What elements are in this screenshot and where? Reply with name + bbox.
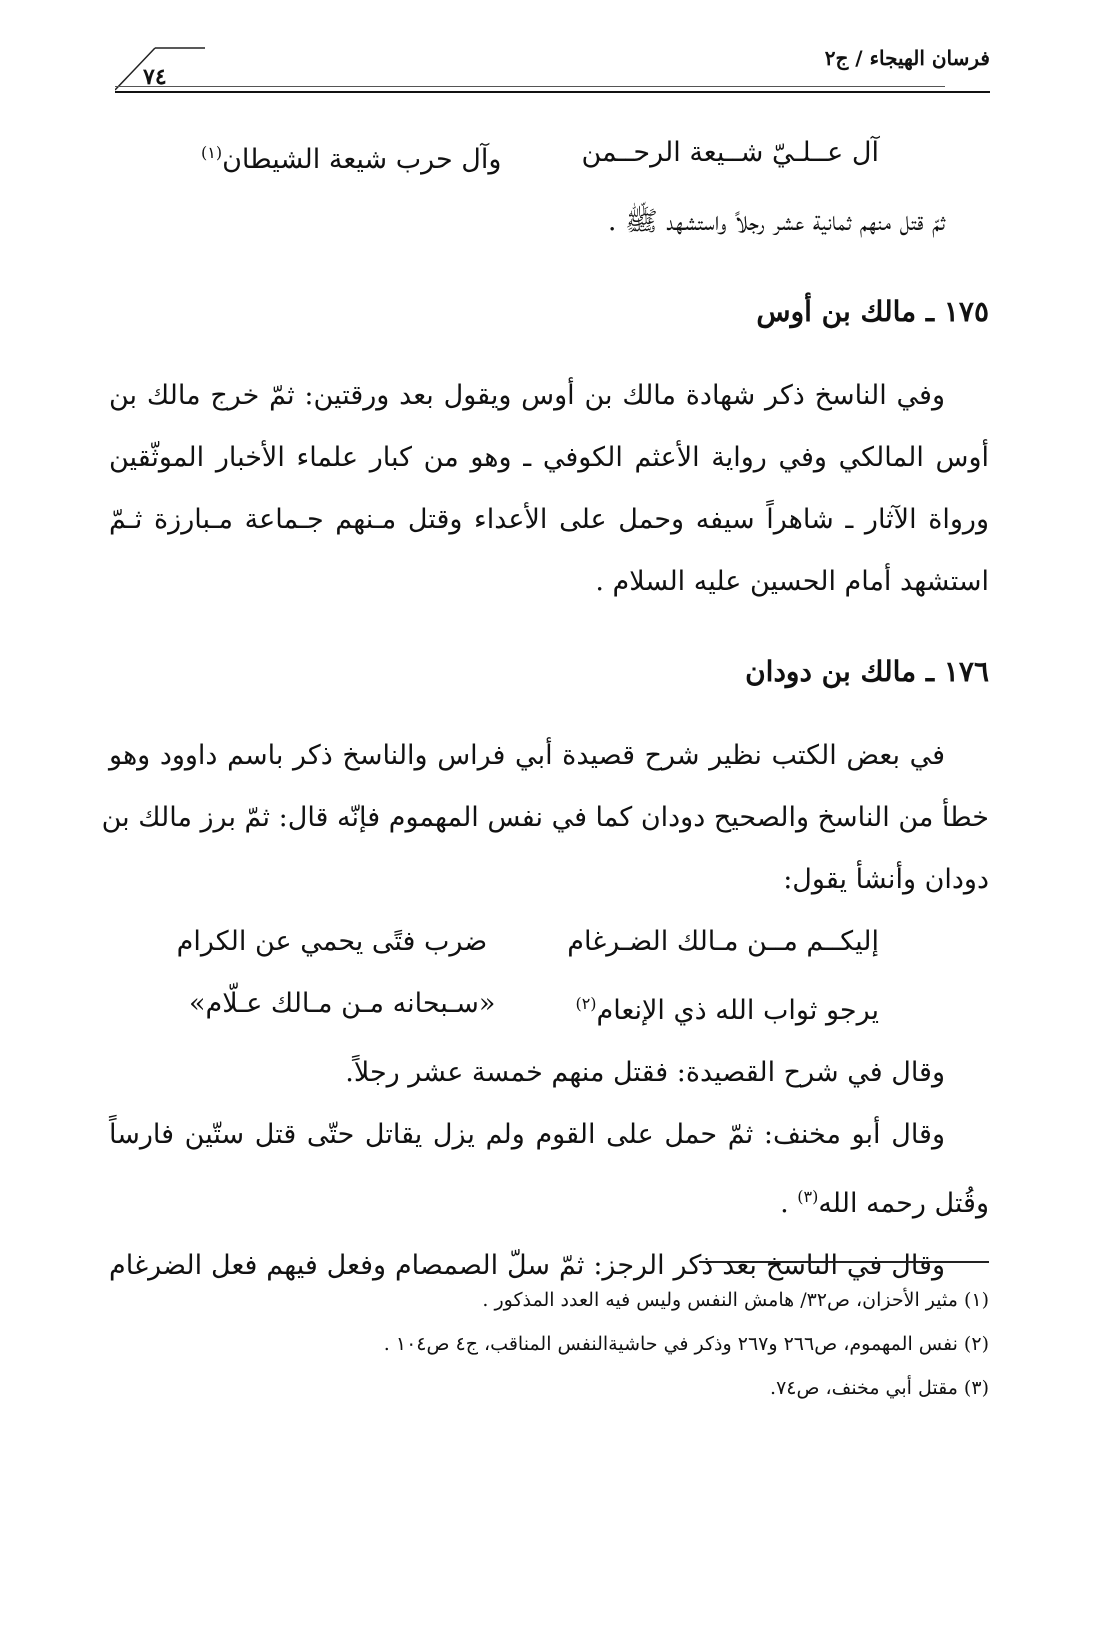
verse-2-right: يرجو ثواب الله ذي الإنعام$^{(٢)}$ — [575, 994, 879, 1026]
line-abu-mikhnaf-end: وقُتل رحمه الله$^{(٣)}$ . — [780, 1187, 989, 1219]
para-175-line: وفي الناسخ ذكر شهادة مالك بن أوس ويقول بعد ورقتين: ثمّ خرج مالك بن — [109, 380, 945, 411]
page-header — [115, 40, 990, 100]
para-176-line: خطأ من الناسخ والصحيح دودان كما في نفس المهموم فإنّه قال: ثمّ برز مالك بن — [101, 802, 989, 833]
paragraph-175 — [109, 365, 989, 613]
verse-1-left: ضرب فتًى يحمي عن الكرام — [176, 926, 488, 957]
verse-1-right: إليكــم مــن مـالك الضـرغام — [567, 926, 879, 957]
footnote-rule — [699, 1261, 989, 1263]
running-title: فرسان الهيجاء / ج٢ — [824, 46, 990, 70]
last-line: وقال في الناسخ بعد ذكر الرجز: ثمّ سلّ الصمصام وفعل فيهم فعل الضرغام — [109, 1250, 945, 1281]
verse-intro-right: آل عــلـيّ شــيعة الرحــمن — [581, 137, 879, 168]
header-rule-thin — [115, 86, 945, 87]
para-175-line: استشهد أمام الحسين عليه السلام . — [595, 566, 989, 597]
footnotes — [109, 1278, 989, 1410]
verse-intro — [109, 122, 989, 191]
para-175-line: أوس المالكي وفي رواية الأعثم الكوفي ـ وهو من كبار علماء الأخبار الموثّقين — [109, 442, 989, 473]
footnote-ref-3: (٣) — [797, 1187, 819, 1206]
main-text — [101, 122, 989, 1297]
footnote-2: (٢) نفس المهموم، ص٢٦٦ و٢٦٧ وذكر في حاشيةالنفس المناقب، ج٤ ص١٠٤ . — [383, 1333, 989, 1355]
line-sharh: وقال في شرح القصيدة: فقتل منهم خمسة عشر رجلاً. — [345, 1057, 945, 1088]
para-176-line: في بعض الكتب نظير شرح قصيدة أبي فراس والناسخ ذكر باسم داوود وهو — [109, 740, 945, 771]
footnote-3: (٣) مقتل أبي مخنف، ص٧٤. — [770, 1377, 989, 1399]
footnote-1: (١) مثير الأحزان، ص٣٢/ هامش النفس وليس فيه العدد المذكور . — [482, 1289, 989, 1311]
footnote-ref-1: (١) — [201, 143, 223, 162]
line-after-verse: ثمّ قتل منهم ثمانية عشر رجلاً واستشهد ﷺ . — [607, 206, 945, 237]
verse-2 — [109, 973, 989, 1042]
header-rule — [115, 91, 990, 93]
verse-2-left: «سـبحانه مـن مـالك عـلّام» — [188, 988, 496, 1019]
paragraph-176 — [101, 725, 989, 1297]
verse-intro-left: وآل حرب شيعة الشيطان$^{(١)}$ — [201, 143, 502, 175]
line-abu-mikhnaf: وقال أبو مخنف: ثمّ حمل على القوم ولم يزل يقاتل حتّى قتل ستّين فارساً — [109, 1119, 945, 1150]
heading-176: ١٧٦ ـ مالك بن دودان — [745, 655, 989, 688]
heading-175: ١٧٥ ـ مالك بن أوس — [756, 295, 989, 328]
page-number: ٧٤ — [143, 64, 167, 90]
footnote-ref-2: (٢) — [575, 994, 597, 1013]
para-175-line: ورواة الآثار ـ شاهراً سيفه وحمل على الأعداء وقتل مـنهم جـماعة مـبارزة ثـمّ — [109, 504, 989, 535]
para-176-line: دودان وأنشأ يقول: — [783, 864, 989, 895]
verse-1 — [109, 911, 989, 973]
